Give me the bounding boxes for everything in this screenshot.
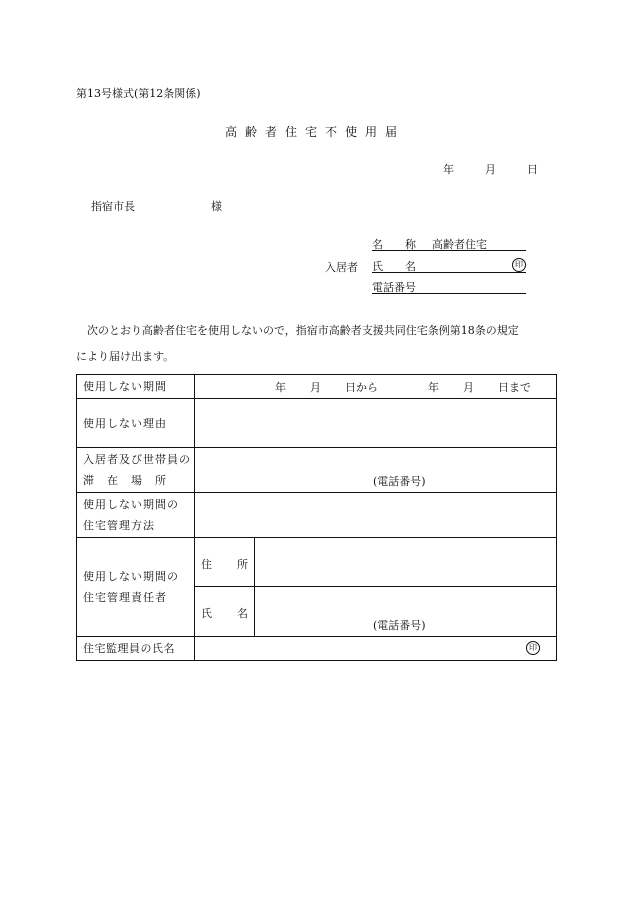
- statement-line-1: 次のとおり高齢者住宅を使用しないので，指宿市高齢者支援共同住宅条例第18条の規定: [87, 324, 519, 337]
- supervisor-label: 住宅監理員の氏名: [77, 637, 195, 661]
- period-end-year: 年: [428, 381, 439, 394]
- page-title: 高齢者住宅不使用届: [224, 125, 405, 139]
- stay-label-line-1: 入居者及び世帯員の: [83, 453, 191, 466]
- statement-line-2: により届け出ます。: [76, 350, 175, 363]
- responsible-person-label: [77, 538, 195, 637]
- addressee-honorific: 様: [211, 200, 222, 213]
- stay-location-field[interactable]: [195, 448, 557, 493]
- resp-address-label: 住 所: [195, 538, 255, 587]
- supervisor-field[interactable]: [195, 637, 557, 661]
- statement: [76, 318, 556, 370]
- period-field[interactable]: [195, 375, 557, 399]
- mgmt-label-line-1: 使用しない期間の: [83, 498, 179, 511]
- applicant-name-label: 氏 名: [372, 260, 416, 273]
- date-day: 日: [527, 163, 538, 176]
- period-start-day: 日から: [345, 381, 378, 394]
- resp-phone-note: (電話番号): [373, 619, 426, 632]
- management-method-field[interactable]: [195, 493, 557, 538]
- resp-name-field[interactable]: [255, 587, 557, 637]
- applicant-org-label: 名 称: [372, 238, 416, 251]
- applicant-phone-row[interactable]: [372, 279, 526, 294]
- resp-name-label: 氏 名: [195, 587, 255, 637]
- period-start-month: 月: [310, 381, 321, 394]
- stay-location-label: [77, 448, 195, 493]
- applicant-org-value: 高齢者住宅: [432, 238, 487, 251]
- addressee-name: 指宿市長: [91, 200, 135, 213]
- notification-table: [76, 374, 557, 661]
- management-method-label: [77, 493, 195, 538]
- stay-phone-note: (電話番号): [373, 475, 426, 488]
- form-id: 第13号様式(第12条関係): [76, 87, 201, 100]
- seal-icon: 印: [512, 258, 526, 272]
- applicant-label: 入居者: [325, 261, 358, 274]
- reason-field[interactable]: [195, 399, 557, 448]
- applicant-org-row[interactable]: [372, 236, 526, 251]
- period-end-month: 月: [463, 381, 474, 394]
- resp-label-line-2: 住宅管理責任者: [83, 591, 167, 604]
- period-end-day: 日まで: [498, 381, 531, 394]
- date-month: 月: [485, 163, 496, 176]
- date-year: 年: [443, 163, 454, 176]
- applicant-phone-label: 電話番号: [372, 281, 416, 294]
- seal-icon: 印: [526, 641, 540, 655]
- period-start-year: 年: [275, 381, 286, 394]
- date-line: [443, 161, 538, 177]
- period-label: 使用しない期間: [77, 375, 195, 399]
- resp-address-field[interactable]: [255, 538, 557, 587]
- addressee: [91, 198, 222, 214]
- stay-label-line-2: 滞 在 場 所: [83, 474, 167, 487]
- resp-label-line-1: 使用しない期間の: [83, 570, 179, 583]
- applicant-name-row[interactable]: [372, 258, 526, 273]
- reason-label: 使用しない理由: [77, 399, 195, 448]
- mgmt-label-line-2: 住宅管理方法: [83, 519, 155, 532]
